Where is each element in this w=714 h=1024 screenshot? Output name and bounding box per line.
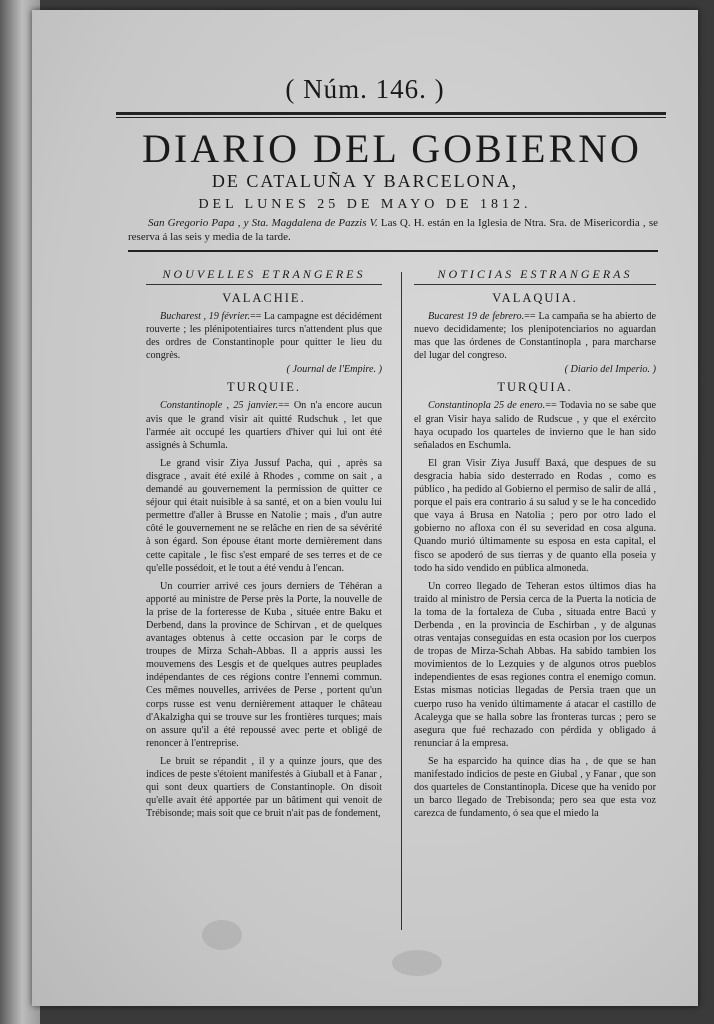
- right-text-1: == La campaña se ha abierto de nuevo decididamente; los plenipotenciarios no aguardan mas que las órdenes de Constantinopla , para marcharse del lugar del congreso.: [414, 311, 657, 362]
- saints-lead: San Gregorio Papa , y Sta. Magdalena de Pazzis V.: [148, 217, 378, 229]
- right-text-2: == Todavia no se sabe que el gran Visir haya salido de Rudscue , y que el exército haya ocupado los quarteles de invierno que le han sido señalados en Eschumla.: [414, 400, 656, 451]
- right-country-valaquia: VALAQUIA.: [492, 291, 578, 305]
- right-paragraph-5: Se ha esparcido ha quince dias ha , de que se han manifestado indicios de peste en Giubal , y Fanar , que son dos quarteles de Constantinopla. Dicese que ha venido por un barco llegado de Trebisonda; pero sea que esta voz carezca de fundamento, ó sea que el miedo la: [414, 755, 656, 820]
- issue-number: ( Núm. 146. ): [285, 74, 445, 104]
- top-rule: [116, 112, 666, 115]
- left-paragraph-1: [146, 310, 382, 362]
- top-rule-thin: [116, 117, 666, 118]
- left-paragraph-5: Le bruit se répandit , il y a quinze jours, que des indices de peste s'étoient manifestés à Giuball et à Fanar , qui sont deux quartiers de Constantinople. On disoit qu'elle avait été apportée par un bâtiment qui venoit de Trébisonde; mais soit que ce bruit n'ait pas de fondement,: [146, 755, 382, 820]
- right-section-heading: NOTICIAS ESTRANGERAS: [414, 266, 656, 285]
- left-paragraph-2: [146, 399, 382, 451]
- saints-rest: Las Q. H. están en la Iglesia de Ntra. Sra. de Misericordia , se reserva á las seis y media de la tarde.: [128, 217, 658, 243]
- newspaper-page: [32, 10, 698, 1006]
- right-paragraph-2: [414, 399, 656, 451]
- left-paragraph-3: Le grand visir Ziya Jussuf Pacha, qui , après sa disgrace , avait été exilé à Rhodes , comme on sait , a demandé au gouvernement la permission de quitter ce séjour qui était nuisible à sa santé, et on a bien voulu lui permettre d'aller à Brusse en Natolie ; mais , d'un autre côté le gouvernement ne se relâche en rien de sa sévérité à son égard. Son épouse étant morte dernièrement dans cette capitale , le fisc s'est emparé de ses terres et de ce qu'elle possédoit, et le tout a été vendu à l'encan.: [146, 457, 382, 574]
- paper-stain: [392, 950, 442, 976]
- right-paragraph-3: El gran Visir Ziya Jusuff Baxá, que despues de su desgracia habia sido desterrado en Rodas , como es público , ha pedido al Gobierno el permiso de salir de allá , porque el pais era contrario á su salud y se le ha concedido que vaya á Brusa en Natolia ; pero por otro lado el gobierno no afloxa con él su severidad en cosa alguna. Quando murió últimamente su esposa en esta capital, el fisco se apoderó de sus tierras y de quanto ella poseia y todo ha sido vendido en pública almoneda.: [414, 457, 656, 574]
- left-column-french: [146, 266, 382, 825]
- dateline: DEL LUNES 25 DE MAYO DE 1812.: [198, 197, 532, 212]
- right-country-turquia: TURQUIA.: [497, 380, 573, 395]
- newspaper-title: DIARIO DEL GOBIERNO: [142, 126, 642, 171]
- left-source-1: ( Journal de l'Empire. ): [286, 364, 382, 376]
- left-country-turquie: TURQUIE.: [227, 380, 301, 395]
- left-dateline-1: Bucharest , 19 février.: [160, 311, 250, 322]
- left-country-valachie: VALACHIE.: [222, 291, 306, 305]
- column-divider: [401, 272, 402, 930]
- right-paragraph-1: [414, 310, 656, 362]
- right-dateline-2: Constantinopla 25 de enero.: [428, 400, 546, 412]
- left-text-1: == La campagne est décidément rouverte ; les plénipotentiaires turcs n'attendent plus que des ordres de Constantinople pour quitter le lieu du congrès.: [146, 311, 382, 362]
- right-paragraph-4: Un correo llegado de Teheran estos últimos dias ha traido al ministro de Persia cerca de la Puerta la noticia de la toma de la fortaleza de Cuba , situada entre Bacú y Derbenda , en la provincia de Eschirban , y de algunas otras ventajas conseguidas en esta ocasion por los cuerpos de tropas de Mirza-Schah Abbas. Ha sabido tambien los movimientos de lo Lezquies y de algunos otros pueblos independientes de esas regiones contra el enemigo comun. Estas mismas noticias llegadas de Persia traen que un cuerpo ruso ha venido últimamente á atacar el castillo de Acaleyga que se halla sobre las fronteras turcas ; pero se asegura que fué rechazado con pérdida y obligado á renunciar á la empresa.: [414, 580, 656, 749]
- newspaper-subtitle: DE CATALUÑA Y BARCELONA,: [211, 171, 519, 191]
- right-dateline-1: Bucarest 19 de febrero.: [428, 311, 525, 322]
- right-column-spanish: [414, 266, 656, 825]
- left-text-2: == On n'a encore aucun avis que le grand visir ait quitté Rudschuk , let que l'armée ait occupé les quartiers d'hiver qui lui ont été assignés à Schumla.: [146, 400, 382, 451]
- saints-notice: [128, 216, 658, 244]
- paper-stain: [202, 920, 242, 950]
- left-section-heading: NOUVELLES ETRANGERES: [146, 266, 382, 285]
- left-paragraph-4: Un courrier arrivé ces jours derniers de Téhéran a apporté au ministre de Perse près la Porte, la nouvelle de la prise de la forteresse de Kuba , située entre Baku et Derbend, dans la province de Schirvan , et de quelques avantages obtenus à cette occasion par le corps de troupes de Mirza Schah-Abbas. Il a appris aussi les mouvemens des Lesgis et de quelques autres peuplades indépendantes de ces régions contre l'ennemi commun. Ces mêmes nouvelles, arrivées de Perse , portent qu'un corps russe est venu dernièrement attaquer le château d'Akalzigha qui se trouve sur les frontières turques; mais on assure qu'il a été repoussé avec perte et obligé de renoncer à l'entreprise.: [146, 580, 382, 749]
- left-dateline-2: Constantinople , 25 janvier.: [160, 400, 279, 412]
- header-rule: [128, 250, 658, 252]
- right-source-1: ( Diario del Imperio. ): [564, 364, 656, 376]
